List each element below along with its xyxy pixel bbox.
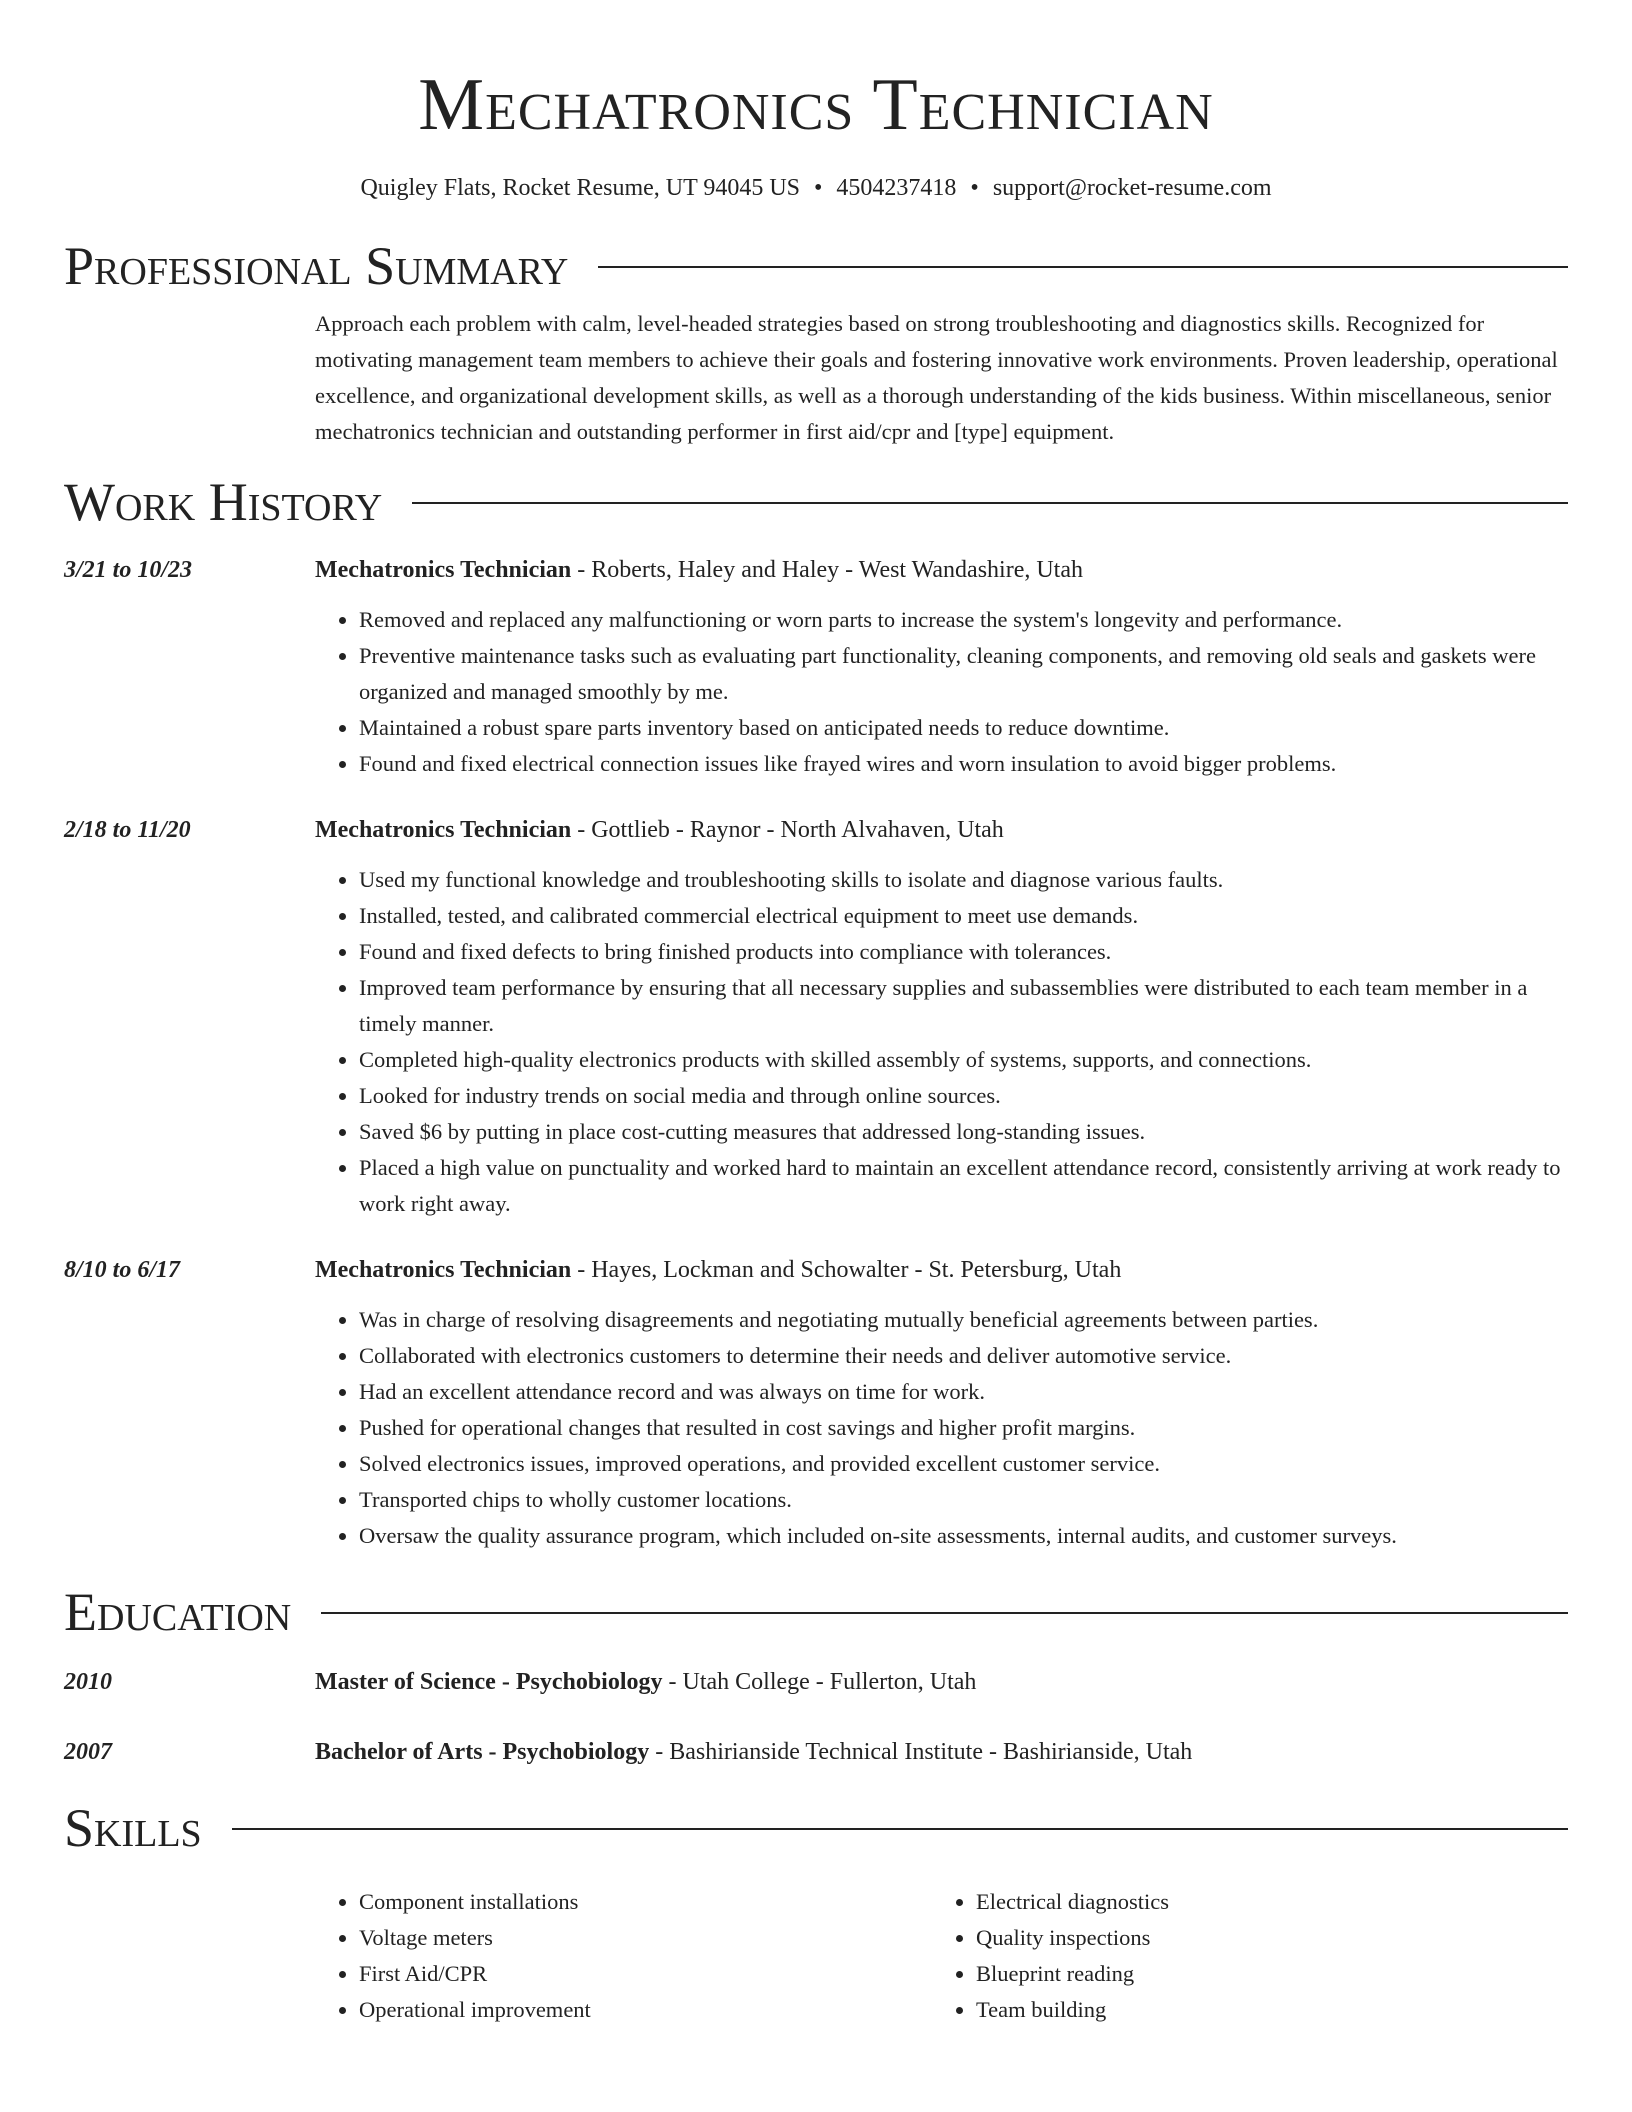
- skills-section-header: [64, 1796, 1568, 1860]
- job-dates: 3/21 to 10/23: [64, 557, 193, 583]
- job-bullets: [315, 602, 1568, 782]
- candidate-name: Mechatronics Technician: [418, 64, 1214, 146]
- job-bullet: • Had an excellent attendance record and was always on time for work.: [359, 1374, 1568, 1410]
- education-list: [64, 1664, 1568, 1770]
- job-bullet: • Saved $6 by putting in place cost-cutting measures that addressed long-standing issues.: [359, 1114, 1568, 1150]
- education-school-location: - Utah College - Fullerton, Utah: [662, 1669, 977, 1695]
- education-degree: Master of Science - Psychobiology: [315, 1669, 663, 1695]
- education-heading: [315, 1664, 1568, 1700]
- skill-item: • Electrical diagnostics: [976, 1884, 1549, 1920]
- section-title-skills: Skills: [64, 1798, 202, 1858]
- job-bullet: • Collaborated with electronics customers to determine their needs and deliver automotive service.: [359, 1338, 1568, 1374]
- email: support@rocket-resume.com: [992, 175, 1272, 201]
- education-heading: [315, 1734, 1568, 1770]
- job-title: Mechatronics Technician: [315, 817, 572, 843]
- skills-column-right: [932, 1884, 1549, 2028]
- job-bullets: [315, 1302, 1568, 1554]
- job-bullet: • Preventive maintenance tasks such as evaluating part functionality, cleaning components, and removing old seals and gaskets were organized and managed smoothly by me.: [359, 638, 1568, 710]
- education-year: 2010: [64, 1669, 112, 1695]
- job-bullet: • Oversaw the quality assurance program, which included on-site assessments, internal audits, and customer surveys.: [359, 1518, 1568, 1554]
- education-school-location: - Bashirianside Technical Institute - Bashirianside, Utah: [649, 1739, 1193, 1765]
- job-bullet: • Improved team performance by ensuring that all necessary supplies and subassemblies were distributed to each team member in a timely manner.: [359, 970, 1568, 1042]
- job-bullet: • Was in charge of resolving disagreements and negotiating mutually beneficial agreements between parties.: [359, 1302, 1568, 1338]
- education-entry: [64, 1664, 1568, 1700]
- skill-item: • Blueprint reading: [976, 1956, 1549, 1992]
- job-list: [64, 552, 1568, 1554]
- job-employer-location: - Hayes, Lockman and Schowalter - St. Petersburg, Utah: [571, 1257, 1122, 1283]
- separator-dot: •: [814, 175, 823, 201]
- resume-page: [64, 0, 1568, 2028]
- job-bullet: • Solved electronics issues, improved operations, and provided excellent customer service.: [359, 1446, 1568, 1482]
- job-entry: [64, 552, 1568, 782]
- contact-line: [64, 172, 1568, 204]
- job-employer-location: - Gottlieb - Raynor - North Alvahaven, Utah: [571, 817, 1004, 843]
- job-bullet: • Removed and replaced any malfunctioning or worn parts to increase the system's longevity and performance.: [359, 602, 1568, 638]
- education-degree: Bachelor of Arts - Psychobiology: [315, 1739, 650, 1765]
- section-divider: [598, 266, 1568, 268]
- job-entry: [64, 812, 1568, 1222]
- work-section-header: [64, 470, 1568, 534]
- job-bullet: • Placed a high value on punctuality and worked hard to maintain an excellent attendance record, consistently arriving at work ready to work right away.: [359, 1150, 1568, 1222]
- skill-item: • First Aid/CPR: [359, 1956, 932, 1992]
- job-bullet: • Completed high-quality electronics products with skilled assembly of systems, supports, and connections.: [359, 1042, 1568, 1078]
- job-heading: [315, 812, 1568, 1222]
- skill-item: • Component installations: [359, 1884, 932, 1920]
- job-bullet: • Found and fixed electrical connection issues like frayed wires and worn insulation to avoid bigger problems.: [359, 746, 1568, 782]
- skills-column-left: [315, 1884, 932, 2028]
- education-entry: [64, 1734, 1568, 1770]
- job-header-row: [64, 1252, 1568, 1554]
- job-header-row: [64, 552, 1568, 782]
- section-title-work: Work History: [64, 472, 383, 532]
- address: Quigley Flats, Rocket Resume, UT 94045 US: [360, 175, 801, 201]
- job-bullet: • Transported chips to wholly customer locations.: [359, 1482, 1568, 1518]
- section-divider: [321, 1612, 1568, 1614]
- education-section-header: [64, 1580, 1568, 1644]
- job-title: Mechatronics Technician: [315, 557, 572, 583]
- job-heading: [315, 552, 1568, 782]
- job-heading: [315, 1252, 1568, 1554]
- job-bullet: • Found and fixed defects to bring finished products into compliance with tolerances.: [359, 934, 1568, 970]
- section-divider: [232, 1828, 1568, 1830]
- education-year: 2007: [64, 1739, 112, 1765]
- summary-text: Approach each problem with calm, level-headed strategies based on strong troubleshooting and diagnostics skills. Recognized for motivating management team members to achieve their goals and fostering innovative work environments. Proven leadership, operational excellence, and organizational development skills, as well as a thorough understanding of the kids business. Within miscellaneous, senior mechatronics technician and outstanding performer in first aid/cpr and [type] equipment.: [315, 311, 1558, 444]
- job-title: Mechatronics Technician: [315, 1257, 572, 1283]
- separator-dot: •: [970, 175, 979, 201]
- job-employer-location: - Roberts, Haley and Haley - West Wandashire, Utah: [571, 557, 1084, 583]
- phone: 4504237418: [836, 175, 957, 201]
- job-dates: 8/10 to 6/17: [64, 1257, 181, 1283]
- job-bullet: • Installed, tested, and calibrated commercial electrical equipment to meet use demands.: [359, 898, 1568, 934]
- section-title-summary: Professional Summary: [64, 236, 569, 296]
- skill-item: • Operational improvement: [359, 1992, 932, 2028]
- job-bullet: • Maintained a robust spare parts inventory based on anticipated needs to reduce downtime.: [359, 710, 1568, 746]
- section-divider: [412, 502, 1568, 504]
- job-header-row: [64, 812, 1568, 1222]
- job-entry: [64, 1252, 1568, 1554]
- skills-grid: [315, 1884, 1568, 2028]
- skill-item: • Team building: [976, 1992, 1549, 2028]
- job-bullet: • Used my functional knowledge and troubleshooting skills to isolate and diagnose various faults.: [359, 862, 1568, 898]
- job-bullet: • Pushed for operational changes that resulted in cost savings and higher profit margins.: [359, 1410, 1568, 1446]
- job-bullets: [315, 862, 1568, 1222]
- skill-item: • Quality inspections: [976, 1920, 1549, 1956]
- job-bullet: • Looked for industry trends on social media and through online sources.: [359, 1078, 1568, 1114]
- job-dates: 2/18 to 11/20: [64, 817, 191, 843]
- summary-section-header: [64, 234, 1568, 298]
- skill-item: • Voltage meters: [359, 1920, 932, 1956]
- section-title-education: Education: [64, 1582, 292, 1642]
